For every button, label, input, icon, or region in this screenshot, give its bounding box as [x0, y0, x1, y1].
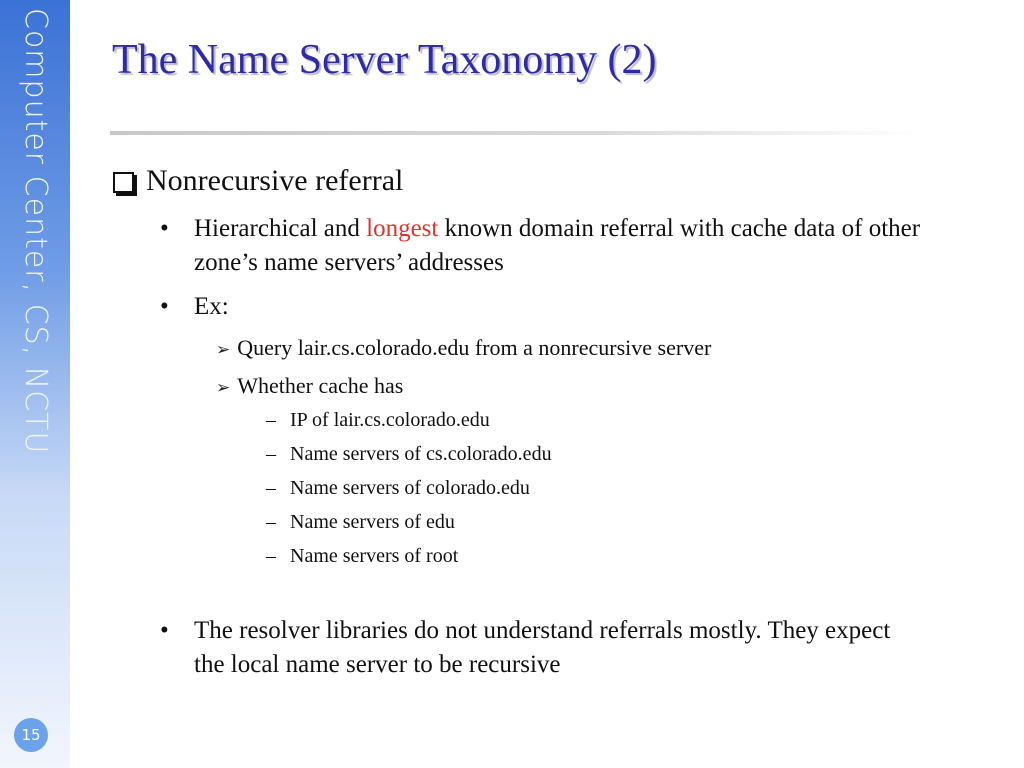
- bullet-text: The resolver libraries do not understand referrals mostly. They expect the local name server to be recursive: [194, 617, 891, 678]
- dash-icon: –: [266, 443, 276, 465]
- sub-item-text: Query lair.cs.colorado.edu from a nonrecursive server: [237, 335, 712, 360]
- bullet-dot-icon: •: [160, 617, 169, 644]
- sub-item: [216, 373, 403, 399]
- list-item: – Name servers of colorado.edu: [266, 477, 530, 499]
- sidebar-label: Computer Center, CS, NCTU: [18, 8, 53, 455]
- arrow-bullet-icon: ➢: [216, 340, 231, 360]
- dash-icon: –: [266, 545, 276, 567]
- slide-title: The Name Server Taxonomy (2): [112, 37, 657, 83]
- heading-text: Nonrecursive referral: [146, 164, 404, 197]
- list-item: – IP of lair.cs.colorado.edu: [266, 409, 490, 431]
- page-number-badge: 15: [14, 718, 48, 752]
- dash-icon: –: [266, 511, 276, 533]
- title-divider: [110, 131, 920, 135]
- list-item: – Name servers of cs.colorado.edu: [266, 443, 552, 465]
- bullet-item: [160, 212, 960, 280]
- bullet-dot-icon: •: [160, 215, 169, 242]
- dash-icon: –: [266, 409, 276, 431]
- sidebar: [0, 0, 70, 768]
- heading-item: [113, 164, 403, 198]
- arrow-bullet-icon: ➢: [216, 378, 231, 398]
- bullet-dot-icon: •: [160, 293, 169, 320]
- bullet-text: Hierarchical and longest known domain referral with cache data of other zone’s name servers’ addresses: [194, 215, 921, 276]
- bullet-item: [160, 614, 920, 682]
- dash-icon: –: [266, 477, 276, 499]
- bullet-item: [160, 290, 229, 324]
- sub-item: [216, 335, 711, 361]
- highlight-text: longest: [366, 215, 439, 242]
- list-item: – Name servers of root: [266, 545, 459, 567]
- list-item: – Name servers of edu: [266, 511, 455, 533]
- bullet-text: Ex:: [194, 293, 229, 320]
- sub-item-text: Whether cache has: [237, 373, 404, 398]
- checkbox-bullet-icon: [113, 172, 134, 193]
